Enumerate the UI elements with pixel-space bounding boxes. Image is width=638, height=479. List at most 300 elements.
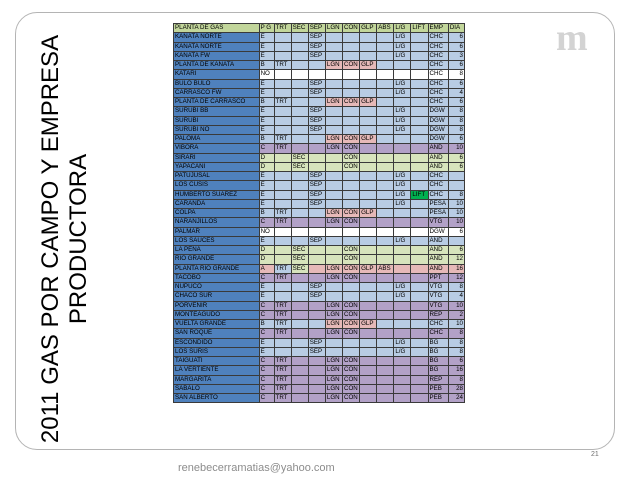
table-cell: L/G xyxy=(394,42,411,51)
title-line-1: 2011 GAS POR CAMPO Y EMPRESA xyxy=(37,34,64,444)
table-cell: C xyxy=(259,375,274,384)
table-cell: LGN xyxy=(325,301,342,310)
table-cell: 8 xyxy=(448,283,464,292)
table-cell xyxy=(377,283,394,292)
table-cell xyxy=(342,107,359,116)
table-cell xyxy=(394,98,411,107)
table-cell: CHC xyxy=(428,61,448,70)
table-cell: C xyxy=(259,394,274,403)
table-cell xyxy=(360,88,377,97)
table-cell: LGN xyxy=(325,135,342,144)
table-cell xyxy=(342,125,359,134)
table-cell: 8 xyxy=(448,329,464,338)
table-cell: SEC xyxy=(291,246,308,255)
table-cell xyxy=(342,199,359,208)
table-cell: BG xyxy=(428,347,448,356)
table-cell: AND xyxy=(428,264,448,273)
plant-name-cell: CARRASCO FW xyxy=(174,88,260,97)
table-cell: E xyxy=(259,107,274,116)
slide-title xyxy=(37,33,93,445)
table-cell: LGN xyxy=(325,357,342,366)
table-cell: 4 xyxy=(448,292,464,301)
table-row xyxy=(174,320,465,329)
table-cell: TRT xyxy=(274,394,291,403)
table-cell: SEP xyxy=(308,79,325,88)
plant-name-cell: PLANTA RIO GRANDE xyxy=(174,264,260,273)
table-cell xyxy=(360,190,377,199)
table-cell xyxy=(411,88,428,97)
plant-name-cell: SAN ROQUE xyxy=(174,329,260,338)
table-cell: L/G xyxy=(394,33,411,42)
table-cell xyxy=(377,42,394,51)
table-row xyxy=(174,107,465,116)
table-cell: 10 xyxy=(448,301,464,310)
table-cell: C xyxy=(259,144,274,153)
table-cell xyxy=(274,338,291,347)
table-cell xyxy=(448,172,464,181)
plant-name-cell: HUMBERTO SUAREZ xyxy=(174,190,260,199)
table-cell: TRT xyxy=(274,135,291,144)
table-cell xyxy=(274,199,291,208)
table-cell xyxy=(325,153,342,162)
table-cell: CON xyxy=(343,162,358,170)
table-cell xyxy=(360,218,377,227)
table-cell xyxy=(411,116,428,125)
table-cell: BG xyxy=(428,366,448,375)
table-cell xyxy=(308,329,325,338)
table-cell: AND xyxy=(428,236,448,245)
table-cell: 10 xyxy=(448,144,464,153)
table-cell: B xyxy=(259,209,274,218)
table-row xyxy=(174,375,465,384)
table-cell xyxy=(291,116,308,125)
table-cell xyxy=(274,42,291,51)
table-cell xyxy=(274,190,291,199)
table-cell xyxy=(394,162,411,171)
table-cell xyxy=(377,394,394,403)
table-cell: A xyxy=(259,264,274,273)
table-cell: CON xyxy=(343,144,358,152)
table-cell: LGN xyxy=(325,144,342,153)
table-cell xyxy=(377,292,394,301)
table-header-row xyxy=(174,24,465,33)
column-header: LIFT xyxy=(411,24,428,33)
plant-name-cell: LOS SURIS xyxy=(174,347,260,356)
table-cell xyxy=(291,135,308,144)
table-cell: D xyxy=(259,162,274,171)
table-cell: LGN xyxy=(325,264,342,273)
column-header: CON xyxy=(343,24,358,32)
table-row xyxy=(174,329,465,338)
table-cell xyxy=(325,70,342,79)
table-cell: AND xyxy=(428,153,448,162)
table-cell xyxy=(411,107,428,116)
table-cell xyxy=(342,79,359,88)
table-cell xyxy=(308,209,325,218)
table-cell: L/G xyxy=(394,172,411,181)
table-cell xyxy=(291,329,308,338)
table-cell xyxy=(291,347,308,356)
table-cell xyxy=(360,273,377,282)
table-cell: 16 xyxy=(448,366,464,375)
title-line-2: PRODUCTORA xyxy=(65,153,92,325)
table-cell xyxy=(291,190,308,199)
table-cell: TRT xyxy=(274,366,291,375)
table-row xyxy=(174,357,465,366)
plant-name-cell: SAN ALBERTO xyxy=(174,394,260,403)
table-cell: E xyxy=(259,116,274,125)
table-cell xyxy=(342,70,359,79)
table-cell xyxy=(291,236,308,245)
table-cell: E xyxy=(259,88,274,97)
table-cell: C xyxy=(259,329,274,338)
table-cell: 8 xyxy=(448,347,464,356)
table-cell: 6 xyxy=(448,357,464,366)
table-cell xyxy=(411,394,428,403)
table-cell: CHC xyxy=(428,320,448,329)
table-cell xyxy=(360,246,377,255)
table-cell xyxy=(394,384,411,393)
plant-name-cell: YAPACANI xyxy=(174,162,260,171)
table-cell: SEP xyxy=(308,107,325,116)
plant-name-cell: COLPA xyxy=(174,209,260,218)
table-cell xyxy=(377,199,394,208)
table-cell: L/G xyxy=(394,292,411,301)
table-cell: 2 xyxy=(448,310,464,319)
table-cell xyxy=(394,273,411,282)
table-cell xyxy=(325,79,342,88)
table-cell: SEP xyxy=(308,292,325,301)
table-cell: GLP xyxy=(360,209,377,218)
column-header: LGN xyxy=(325,24,342,33)
table-cell xyxy=(360,375,377,384)
table-cell: 8 xyxy=(448,375,464,384)
table-cell xyxy=(377,116,394,125)
table-cell xyxy=(274,107,291,116)
table-cell xyxy=(360,199,377,208)
table-cell xyxy=(360,338,377,347)
plant-name-cell: BULO BULO xyxy=(174,79,260,88)
table-cell: E xyxy=(259,338,274,347)
table-cell xyxy=(360,384,377,393)
table-cell xyxy=(308,273,325,282)
table-cell xyxy=(394,61,411,70)
table-cell xyxy=(308,98,325,107)
table-cell xyxy=(342,292,359,301)
table-cell: LGN xyxy=(325,329,342,338)
table-cell xyxy=(325,227,342,236)
table-cell xyxy=(291,209,308,218)
table-cell xyxy=(377,51,394,60)
plant-name-cell: LOS CUSIS xyxy=(174,181,260,190)
table-cell: REP xyxy=(428,375,448,384)
table-cell xyxy=(308,366,325,375)
table-cell xyxy=(411,227,428,236)
plant-name-cell: TACOBO xyxy=(174,273,260,282)
table-cell: E xyxy=(259,190,274,199)
table-cell: PEB xyxy=(428,384,448,393)
table-cell: PESA xyxy=(428,209,448,218)
table-cell xyxy=(360,125,377,134)
table-cell xyxy=(291,172,308,181)
table-cell: 8 xyxy=(448,107,464,116)
table-cell: LGN xyxy=(325,384,342,393)
table-cell xyxy=(325,255,342,264)
table-row xyxy=(174,153,465,162)
table-cell: CON xyxy=(343,310,358,318)
table-cell: SEP xyxy=(308,172,325,181)
plant-name-cell: LOS SAUCES xyxy=(174,236,260,245)
table-cell xyxy=(325,162,342,171)
table-row xyxy=(174,181,465,190)
table-cell: E xyxy=(259,125,274,134)
table-row xyxy=(174,172,465,181)
plant-name-cell: PATUJUSAL xyxy=(174,172,260,181)
table-cell: D xyxy=(259,246,274,255)
table-cell xyxy=(274,116,291,125)
table-cell: CHC xyxy=(428,329,448,338)
table-cell: LGN xyxy=(325,320,342,329)
table-cell xyxy=(291,107,308,116)
table-cell xyxy=(411,33,428,42)
table-cell xyxy=(411,70,428,79)
table-cell xyxy=(325,33,342,42)
column-header: ABS xyxy=(377,24,394,33)
table-cell: SEP xyxy=(308,116,325,125)
table-cell xyxy=(411,79,428,88)
table-row xyxy=(174,79,465,88)
table-cell: 4 xyxy=(448,88,464,97)
table-cell xyxy=(377,162,394,171)
table-cell xyxy=(291,61,308,70)
table-cell xyxy=(274,236,291,245)
table-cell: TRT xyxy=(274,98,291,107)
table-cell: AND xyxy=(428,144,448,153)
table-cell xyxy=(308,70,325,79)
table-cell xyxy=(360,329,377,338)
table-cell xyxy=(411,255,428,264)
table-cell xyxy=(274,70,291,79)
table-cell xyxy=(274,162,291,171)
table-cell xyxy=(274,283,291,292)
table-cell xyxy=(394,357,411,366)
table-cell xyxy=(411,329,428,338)
table-cell xyxy=(274,88,291,97)
table-cell: CON xyxy=(343,255,358,263)
table-cell xyxy=(291,283,308,292)
table-cell: VTG xyxy=(428,301,448,310)
table-cell: VTG xyxy=(428,218,448,227)
table-cell xyxy=(274,79,291,88)
table-cell xyxy=(377,209,394,218)
table-cell xyxy=(291,79,308,88)
table-cell xyxy=(411,98,428,107)
table-cell xyxy=(274,125,291,134)
table-cell xyxy=(377,33,394,42)
table-cell xyxy=(325,107,342,116)
table-row xyxy=(174,264,465,273)
plant-name-cell: KANATA NORTE xyxy=(174,42,260,51)
table-cell xyxy=(394,153,411,162)
table-cell xyxy=(291,301,308,310)
table-cell xyxy=(394,144,411,153)
table-cell xyxy=(377,255,394,264)
table-row xyxy=(174,292,465,301)
table-cell xyxy=(411,153,428,162)
table-cell: 12 xyxy=(448,273,464,282)
table-cell xyxy=(325,338,342,347)
table-row xyxy=(174,394,465,403)
table-cell: CHC xyxy=(428,181,448,190)
table-cell xyxy=(308,144,325,153)
table-cell xyxy=(394,301,411,310)
table-cell: 3 xyxy=(448,51,464,60)
table-cell: SEP xyxy=(308,236,325,245)
table-cell: B xyxy=(259,320,274,329)
table-cell: LGN xyxy=(325,218,342,227)
table-cell: C xyxy=(259,384,274,393)
table-cell: GLP xyxy=(360,98,377,107)
table-cell xyxy=(377,310,394,319)
table-cell: C xyxy=(259,310,274,319)
table-cell: CHC xyxy=(428,172,448,181)
table-cell xyxy=(325,51,342,60)
table-cell: LGN xyxy=(325,366,342,375)
table-cell: E xyxy=(259,33,274,42)
table-cell xyxy=(411,236,428,245)
plant-name-cell: PALMAR xyxy=(174,227,260,236)
plant-name-cell: ESCONDIDO xyxy=(174,338,260,347)
table-cell: L/G xyxy=(394,347,411,356)
table-cell: PPT xyxy=(428,273,448,282)
table-cell xyxy=(308,246,325,255)
table-cell xyxy=(308,162,325,171)
table-cell: SEP xyxy=(308,125,325,134)
table-cell: GLP xyxy=(360,135,377,144)
table-cell: B xyxy=(259,61,274,70)
table-cell xyxy=(411,125,428,134)
table-row xyxy=(174,273,465,282)
plant-name-cell: PALOMA xyxy=(174,135,260,144)
table-cell xyxy=(342,51,359,60)
table-row xyxy=(174,88,465,97)
column-header: DIA xyxy=(448,24,464,33)
table-cell xyxy=(274,227,291,236)
table-cell xyxy=(411,301,428,310)
table-cell: DGW xyxy=(428,116,448,125)
table-cell: CON xyxy=(343,320,358,328)
table-cell: CON xyxy=(343,375,358,383)
table-cell: D xyxy=(259,255,274,264)
table-cell xyxy=(291,181,308,190)
table-cell xyxy=(411,273,428,282)
table-cell xyxy=(360,33,377,42)
table-cell xyxy=(360,292,377,301)
table-cell xyxy=(342,283,359,292)
table-cell xyxy=(325,42,342,51)
table-cell xyxy=(342,172,359,181)
table-cell xyxy=(325,283,342,292)
table-cell: CON xyxy=(343,273,358,281)
table-cell: E xyxy=(259,236,274,245)
table-cell xyxy=(377,301,394,310)
table-row xyxy=(174,144,465,153)
table-cell: LGN xyxy=(325,394,342,403)
plant-name-cell: CARANDA xyxy=(174,199,260,208)
table-cell: L/G xyxy=(394,181,411,190)
table-cell xyxy=(291,42,308,51)
column-header: SEC xyxy=(291,24,308,33)
plant-name-cell: ÑUPUCO xyxy=(174,283,260,292)
table-cell xyxy=(377,79,394,88)
table-cell: C xyxy=(259,301,274,310)
table-cell: GLP xyxy=(360,320,377,329)
table-cell xyxy=(360,42,377,51)
plant-name-cell: VUELTA GRANDE xyxy=(174,320,260,329)
table-cell: E xyxy=(259,51,274,60)
plant-name-cell: SABALO xyxy=(174,384,260,393)
table-cell xyxy=(377,135,394,144)
table-cell xyxy=(325,172,342,181)
table-cell xyxy=(411,310,428,319)
table-cell: SEP xyxy=(308,51,325,60)
table-cell: B xyxy=(259,98,274,107)
plant-name-cell: PLANTA DE KANATA xyxy=(174,61,260,70)
table-cell: SEP xyxy=(308,338,325,347)
table-cell xyxy=(411,42,428,51)
table-cell: L/G xyxy=(394,190,411,199)
table-cell xyxy=(394,255,411,264)
plant-name-cell: RIO GRANDE xyxy=(174,255,260,264)
table-cell xyxy=(411,61,428,70)
table-cell: CON xyxy=(343,98,358,106)
table-cell xyxy=(291,384,308,393)
table-cell xyxy=(411,135,428,144)
table-cell: SEP xyxy=(308,190,325,199)
table-cell xyxy=(411,283,428,292)
table-cell: AND xyxy=(428,255,448,264)
table-cell: DGW xyxy=(428,135,448,144)
table-cell xyxy=(411,181,428,190)
table-cell: 6 xyxy=(448,79,464,88)
table-cell: DGW xyxy=(428,227,448,236)
table-row xyxy=(174,70,465,79)
table-cell xyxy=(308,384,325,393)
table-cell: LGN xyxy=(325,273,342,282)
table-cell xyxy=(291,366,308,375)
table-cell: TRT xyxy=(274,273,291,282)
table-cell xyxy=(291,227,308,236)
table-cell xyxy=(308,320,325,329)
table-cell: C xyxy=(259,366,274,375)
table-cell xyxy=(394,320,411,329)
table-cell xyxy=(411,172,428,181)
table-cell: CHC xyxy=(428,70,448,79)
table-cell: CON xyxy=(343,153,358,161)
table-cell xyxy=(360,144,377,153)
table-row xyxy=(174,162,465,171)
table-cell: NO xyxy=(259,70,274,79)
table-cell: L/G xyxy=(394,51,411,60)
table-cell xyxy=(291,357,308,366)
table-cell: CHC xyxy=(428,33,448,42)
table-cell: L/G xyxy=(394,338,411,347)
table-cell: SEP xyxy=(308,199,325,208)
table-cell xyxy=(342,88,359,97)
table-cell: 8 xyxy=(448,70,464,79)
table-cell: SEP xyxy=(308,42,325,51)
table-cell: GLP xyxy=(360,264,377,273)
